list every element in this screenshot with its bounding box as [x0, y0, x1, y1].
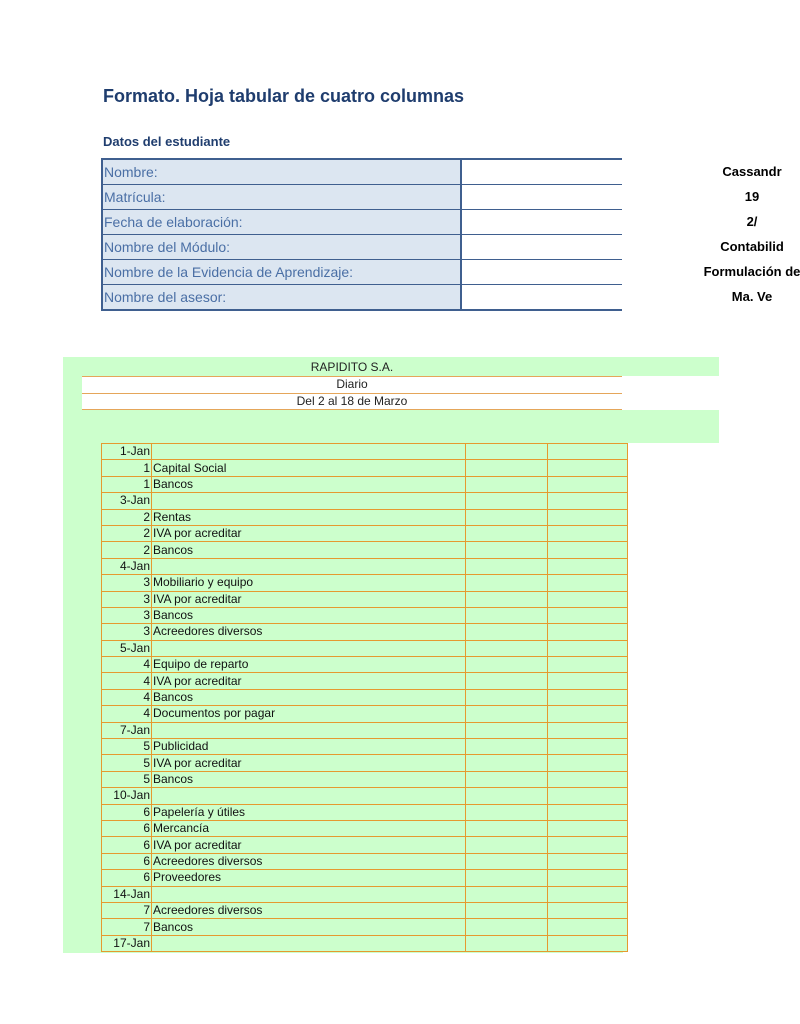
- journal-row: [102, 788, 628, 804]
- student-field-value: Contabilid: [720, 239, 784, 254]
- journal-date-cell[interactable]: 5: [102, 771, 152, 787]
- journal-row: [102, 902, 628, 918]
- journal-credit-cell[interactable]: [548, 919, 628, 935]
- journal-debit-cell[interactable]: [466, 607, 548, 623]
- journal-date-cell[interactable]: 5-Jan: [102, 640, 152, 656]
- journal-debit-cell[interactable]: [466, 739, 548, 755]
- journal-row: [102, 673, 628, 689]
- journal-credit-cell[interactable]: [548, 902, 628, 918]
- journal-date-cell[interactable]: 1-Jan: [102, 444, 152, 460]
- journal-row: [102, 870, 628, 886]
- journal-credit-cell[interactable]: [548, 804, 628, 820]
- student-field-label: Nombre de la Evidencia de Aprendizaje:: [101, 260, 462, 284]
- journal-date-cell[interactable]: 6: [102, 853, 152, 869]
- journal-account-cell[interactable]: [152, 640, 466, 656]
- header-divider: [82, 409, 622, 410]
- student-field-label: Fecha de elaboración:: [101, 210, 462, 234]
- journal-credit-cell[interactable]: [548, 542, 628, 558]
- journal-date-cell[interactable]: 6: [102, 804, 152, 820]
- journal-row: [102, 657, 628, 673]
- journal-date-cell[interactable]: 1: [102, 476, 152, 492]
- journal-credit-cell[interactable]: [548, 591, 628, 607]
- journal-account-cell[interactable]: IVA por acreditar: [152, 755, 466, 771]
- journal-account-cell[interactable]: Mercancía: [152, 820, 466, 836]
- sheet-background-left: [63, 376, 82, 410]
- journal-date-cell[interactable]: 5: [102, 739, 152, 755]
- journal-debit-cell[interactable]: [466, 460, 548, 476]
- student-field-label: Nombre del asesor:: [101, 285, 462, 309]
- student-field-value: Cassandr: [722, 164, 782, 179]
- student-field-value-cell[interactable]: [462, 185, 760, 209]
- student-field-value: Ma. Ve: [731, 289, 773, 304]
- journal-credit-cell[interactable]: [548, 657, 628, 673]
- journal-date-cell[interactable]: 3: [102, 575, 152, 591]
- journal-row: [102, 771, 628, 787]
- journal-debit-cell[interactable]: [466, 689, 548, 705]
- journal-debit-cell[interactable]: [466, 706, 548, 722]
- journal-date-cell[interactable]: 3: [102, 624, 152, 640]
- journal-account-cell[interactable]: Documentos por pagar: [152, 706, 466, 722]
- section-title: Datos del estudiante: [103, 134, 231, 149]
- journal-credit-cell[interactable]: [548, 706, 628, 722]
- journal-row: [102, 575, 628, 591]
- journal-credit-cell[interactable]: [548, 460, 628, 476]
- journal-date-cell[interactable]: 6: [102, 837, 152, 853]
- journal-row: [102, 804, 628, 820]
- journal-date-cell[interactable]: 3: [102, 607, 152, 623]
- journal-credit-cell[interactable]: [548, 935, 628, 951]
- journal-debit-cell[interactable]: [466, 542, 548, 558]
- student-field-value: Formulación de: [703, 264, 800, 279]
- journal-date-cell[interactable]: 7: [102, 919, 152, 935]
- journal-date-cell[interactable]: 17-Jan: [102, 935, 152, 951]
- student-field-value-cell[interactable]: [462, 260, 800, 284]
- journal-date-cell[interactable]: 2: [102, 509, 152, 525]
- journal-account-cell[interactable]: Mobiliario y equipo: [152, 575, 466, 591]
- student-field-label: Nombre del Módulo:: [101, 235, 462, 259]
- journal-credit-cell[interactable]: [548, 525, 628, 541]
- journal-credit-cell[interactable]: [548, 820, 628, 836]
- journal-debit-cell[interactable]: [466, 657, 548, 673]
- student-row: [101, 210, 758, 235]
- journal-date-cell[interactable]: 7: [102, 902, 152, 918]
- journal-row: [102, 607, 628, 623]
- journal-account-cell[interactable]: Publicidad: [152, 739, 466, 755]
- journal-date-cell[interactable]: 7-Jan: [102, 722, 152, 738]
- journal-credit-cell[interactable]: [548, 493, 628, 509]
- journal-credit-cell[interactable]: [548, 689, 628, 705]
- journal-row: [102, 706, 628, 722]
- journal-row: [102, 739, 628, 755]
- journal-row: [102, 640, 628, 656]
- journal-account-cell[interactable]: [152, 444, 466, 460]
- journal-date-cell[interactable]: 3-Jan: [102, 493, 152, 509]
- journal-account-cell[interactable]: Rentas: [152, 509, 466, 525]
- journal-date-cell[interactable]: 3: [102, 591, 152, 607]
- journal-credit-cell[interactable]: [548, 558, 628, 574]
- journal-date-cell[interactable]: 4: [102, 673, 152, 689]
- journal-account-cell[interactable]: Proveedores: [152, 870, 466, 886]
- journal-account-cell[interactable]: Bancos: [152, 542, 466, 558]
- journal-debit-cell[interactable]: [466, 673, 548, 689]
- journal-debit-cell[interactable]: [466, 509, 548, 525]
- journal-debit-cell[interactable]: [466, 886, 548, 902]
- book-name: Diario: [336, 377, 368, 391]
- journal-row: [102, 460, 628, 476]
- student-info-table: [101, 158, 800, 311]
- journal-debit-cell[interactable]: [466, 624, 548, 640]
- journal-debit-cell[interactable]: [466, 722, 548, 738]
- journal-credit-cell[interactable]: [548, 755, 628, 771]
- journal-debit-cell[interactable]: [466, 444, 548, 460]
- student-row: [101, 285, 773, 309]
- journal-credit-cell[interactable]: [548, 640, 628, 656]
- journal-row: [102, 722, 628, 738]
- student-field-value-cell[interactable]: [462, 210, 758, 234]
- journal-date-cell[interactable]: 2: [102, 525, 152, 541]
- journal-date-cell[interactable]: 4: [102, 657, 152, 673]
- journal-account-cell[interactable]: Acreedores diversos: [152, 624, 466, 640]
- journal-debit-cell[interactable]: [466, 640, 548, 656]
- journal-account-cell[interactable]: Acreedores diversos: [152, 902, 466, 918]
- journal-credit-cell[interactable]: [548, 722, 628, 738]
- journal-account-cell[interactable]: Capital Social: [152, 460, 466, 476]
- journal-row: [102, 820, 628, 836]
- student-field-label: Nombre:: [101, 160, 462, 184]
- journal-credit-cell[interactable]: [548, 870, 628, 886]
- journal-debit-cell[interactable]: [466, 804, 548, 820]
- period: Del 2 al 18 de Marzo: [296, 394, 408, 408]
- journal-account-cell[interactable]: IVA por acreditar: [152, 837, 466, 853]
- journal-credit-cell[interactable]: [548, 788, 628, 804]
- company-name: RAPIDITO S.A.: [310, 360, 394, 374]
- journal-date-cell[interactable]: 6: [102, 870, 152, 886]
- journal-row: [102, 837, 628, 853]
- journal-account-cell[interactable]: Acreedores diversos: [152, 853, 466, 869]
- journal-account-cell[interactable]: IVA por acreditar: [152, 673, 466, 689]
- journal-row: [102, 886, 628, 902]
- journal-row: [102, 591, 628, 607]
- journal-row: [102, 689, 628, 705]
- journal-debit-cell[interactable]: [466, 755, 548, 771]
- journal-row: [102, 853, 628, 869]
- journal-account-cell[interactable]: [152, 788, 466, 804]
- journal-table: [101, 443, 628, 952]
- journal-debit-cell[interactable]: [466, 771, 548, 787]
- journal-account-cell[interactable]: Equipo de reparto: [152, 657, 466, 673]
- journal-account-cell[interactable]: [152, 722, 466, 738]
- journal-debit-cell[interactable]: [466, 476, 548, 492]
- journal-account-cell[interactable]: [152, 558, 466, 574]
- journal-account-cell[interactable]: Papelería y útiles: [152, 804, 466, 820]
- student-row: [101, 160, 782, 185]
- journal-row: [102, 919, 628, 935]
- student-field-value: 19: [744, 189, 760, 204]
- journal-credit-cell[interactable]: [548, 444, 628, 460]
- journal-debit-cell[interactable]: [466, 919, 548, 935]
- journal-date-cell[interactable]: 6: [102, 820, 152, 836]
- journal-debit-cell[interactable]: [466, 820, 548, 836]
- student-row: [101, 185, 760, 210]
- journal-debit-cell[interactable]: [466, 558, 548, 574]
- journal-row: [102, 509, 628, 525]
- journal-row: [102, 624, 628, 640]
- journal-credit-cell[interactable]: [548, 771, 628, 787]
- journal-account-cell[interactable]: Bancos: [152, 476, 466, 492]
- journal-credit-cell[interactable]: [548, 476, 628, 492]
- journal-credit-cell[interactable]: [548, 575, 628, 591]
- journal-row: [102, 755, 628, 771]
- journal-date-cell[interactable]: 2: [102, 542, 152, 558]
- journal-date-cell[interactable]: 4: [102, 706, 152, 722]
- journal-credit-cell[interactable]: [548, 853, 628, 869]
- journal-account-cell[interactable]: [152, 886, 466, 902]
- journal-row: [102, 476, 628, 492]
- journal-debit-cell[interactable]: [466, 525, 548, 541]
- student-field-value-cell[interactable]: [462, 160, 782, 184]
- journal-account-cell[interactable]: IVA por acreditar: [152, 525, 466, 541]
- student-field-value-cell[interactable]: [462, 285, 773, 309]
- journal-debit-cell[interactable]: [466, 575, 548, 591]
- journal-date-cell[interactable]: 4: [102, 689, 152, 705]
- journal-debit-cell[interactable]: [466, 902, 548, 918]
- page-title: Formato. Hoja tabular de cuatro columnas: [103, 86, 465, 106]
- journal-account-cell[interactable]: IVA por acreditar: [152, 591, 466, 607]
- journal-debit-cell[interactable]: [466, 870, 548, 886]
- student-field-label: Matrícula:: [101, 185, 462, 209]
- journal-account-cell[interactable]: [152, 935, 466, 951]
- journal-row: [102, 444, 628, 460]
- journal-account-cell[interactable]: [152, 493, 466, 509]
- journal-debit-cell[interactable]: [466, 591, 548, 607]
- journal-date-cell[interactable]: 14-Jan: [102, 886, 152, 902]
- sheet-background-band: [63, 410, 719, 443]
- journal-date-cell[interactable]: 5: [102, 755, 152, 771]
- journal-account-cell[interactable]: Bancos: [152, 689, 466, 705]
- journal-credit-cell[interactable]: [548, 607, 628, 623]
- student-field-value-cell[interactable]: [462, 235, 784, 259]
- journal-row: [102, 493, 628, 509]
- student-field-value: 2/: [746, 214, 758, 229]
- journal-row: [102, 525, 628, 541]
- journal-credit-cell[interactable]: [548, 886, 628, 902]
- journal-credit-cell[interactable]: [548, 739, 628, 755]
- journal-account-cell[interactable]: Bancos: [152, 771, 466, 787]
- journal-date-cell[interactable]: 4-Jan: [102, 558, 152, 574]
- journal-row: [102, 935, 628, 951]
- journal-credit-cell[interactable]: [548, 509, 628, 525]
- journal-row: [102, 558, 628, 574]
- student-row: [101, 260, 800, 285]
- journal-debit-cell[interactable]: [466, 853, 548, 869]
- journal-credit-cell[interactable]: [548, 837, 628, 853]
- journal-debit-cell[interactable]: [466, 493, 548, 509]
- student-row: [101, 235, 784, 260]
- journal-debit-cell[interactable]: [466, 788, 548, 804]
- journal-row: [102, 542, 628, 558]
- journal-date-cell[interactable]: 1: [102, 460, 152, 476]
- journal-credit-cell[interactable]: [548, 624, 628, 640]
- journal-account-cell[interactable]: Bancos: [152, 919, 466, 935]
- journal-date-cell[interactable]: 10-Jan: [102, 788, 152, 804]
- journal-debit-cell[interactable]: [466, 935, 548, 951]
- journal-account-cell[interactable]: Bancos: [152, 607, 466, 623]
- journal-debit-cell[interactable]: [466, 837, 548, 853]
- journal-credit-cell[interactable]: [548, 673, 628, 689]
